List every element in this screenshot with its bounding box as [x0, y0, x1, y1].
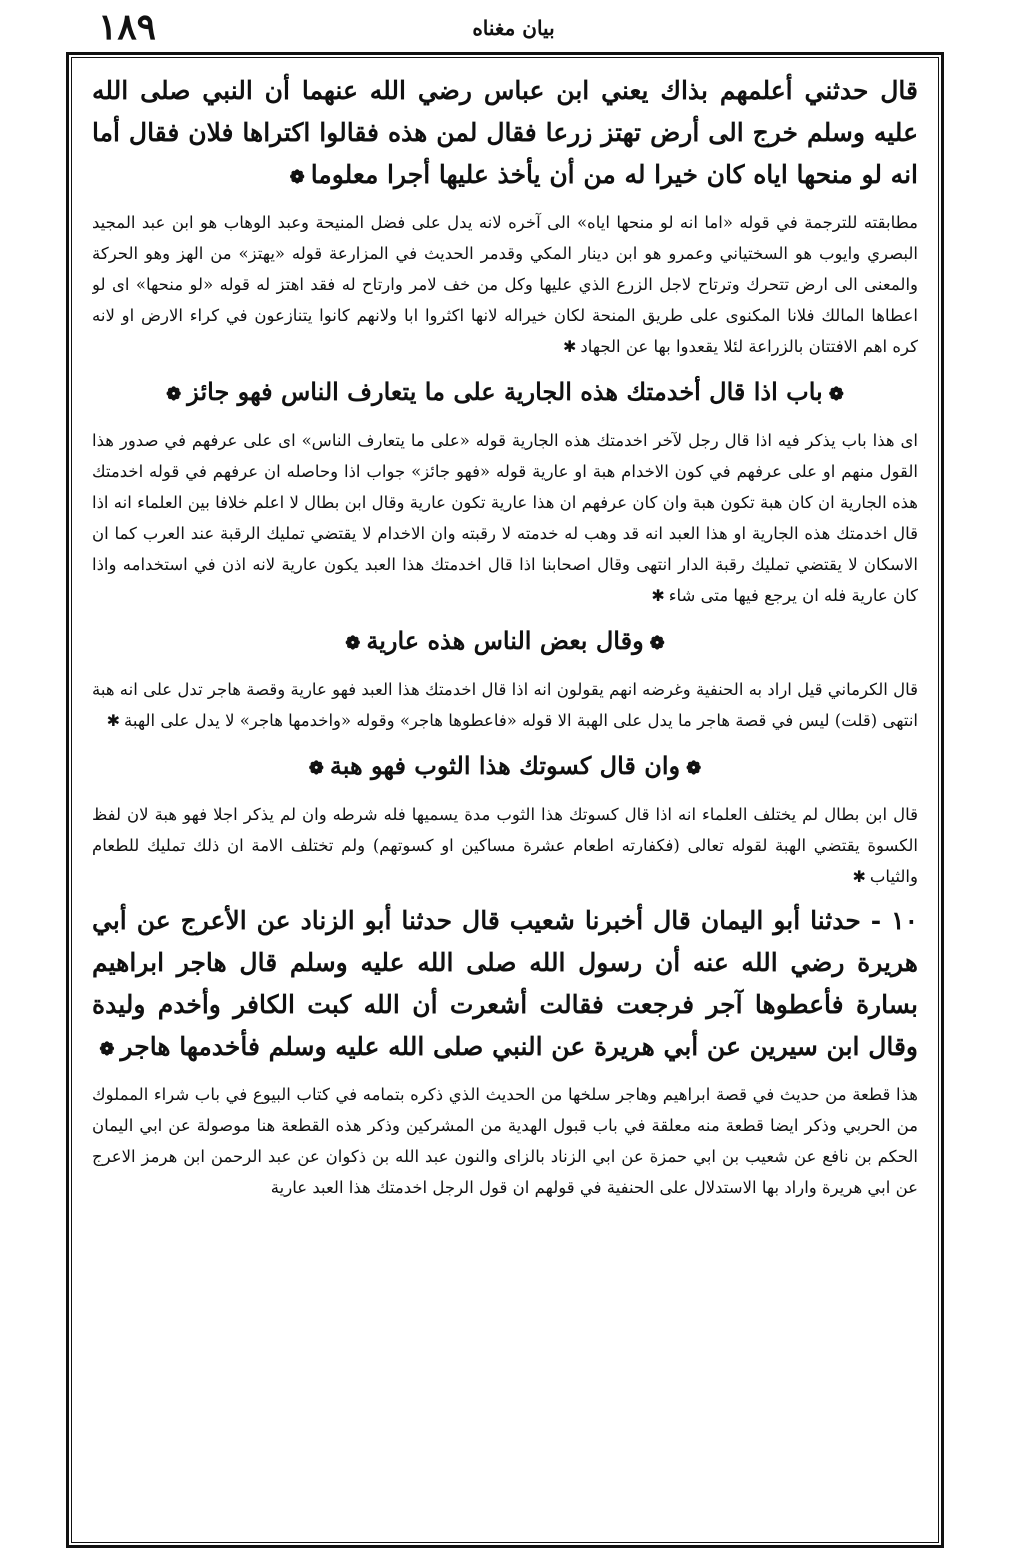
asterisk-separator-icon: ✱: [651, 586, 665, 605]
section-heading: [92, 744, 918, 791]
asterisk-separator-icon: ✱: [106, 711, 121, 730]
commentary-paragraph: [92, 799, 918, 892]
page-body: [92, 70, 918, 1525]
chapter-heading-text: باب اذا قال أخدمتك هذه الجارية على ما يتعارف الناس فهو جائز: [187, 377, 823, 406]
asterisk-separator-icon: ✱: [562, 337, 577, 356]
hadith-text: [92, 900, 918, 1071]
commentary-text: هذا قطعة من حديث في قصة ابراهيم وهاجر سلخها من الحديث الذي ذكره بتمامه في كتاب البيوع في باب شراء المملوك من الحربي وذكر ايضا قطعة منه معلقة في باب قبول الهدية من المشركين وذكر هذه القطعة هنا موصولة عن ابي اليمان الحكم بن نافع عن شعيب بن ابي حمزة عن ابي الزناد بالزاى والنون عبد الله بن ذكوان عن عبد الرحمن ابن هرمز الاعرج عن ابي هريرة واراد بها الاستدلال على الحنفية في قولهم ان قول الرجل اخدمتك هذا العبد عارية: [92, 1085, 918, 1197]
commentary-paragraph: [92, 674, 918, 736]
commentary-text: قال الكرماني قيل اراد به الحنفية وغرضه انهم يقولون انه اذا قال اخدمتك هذا العبد فهو عارية وقصة هاجر تدل على انه هبة انتهى (قلت) ليس في قصة هاجر ما يدل على الهبة الا قوله «فاعطوها هاجر» وقوله «واخدمها هاجر» لا يدل على الهبة: [92, 680, 918, 730]
ornament-right-icon: ❁: [345, 633, 361, 654]
chapter-heading: [92, 370, 918, 417]
hadith-text: [92, 70, 918, 199]
commentary-paragraph: [92, 425, 918, 611]
section-heading-text: وان قال كسوتك هذا الثوب فهو هبة: [329, 751, 681, 780]
page-header: [0, 4, 1027, 48]
commentary-text: مطابقته للترجمة في قوله «اما انه لو منحها اياه» الى آخره لانه يدل على فضل المنيحة وعبد الوهاب هو ابن عبد المجيد البصري وايوب هو السختياني وعمرو هو ابن دينار المكي وقدمر الحديث في المزارعة قوله «يهتز» من الهز وهو الحركة والمعنى الى ارض تتحرك وترتاح لاجل الزرع الذي عليها وكل من خف لامر وارتاح له فقد اهتز له قوله «لو منحها» اى لو اعطاها المالك فلانا المكنوى على طريق المنحة لكان خيراله لانها اكثروا ابا ولانهم كانوا يتنازعون في كراء الارض او لانه كره اهم الافتتان بالزراعة لئلا يقعدوا بها عن الجهاد: [92, 213, 918, 356]
section-heading-text: وقال بعض الناس هذه عارية: [366, 626, 644, 655]
ornament-right-icon: ❁: [166, 384, 182, 405]
end-ornament-icon: ❁: [289, 167, 305, 188]
commentary-text: قال ابن بطال لم يختلف العلماء انه اذا قال كسوتك هذا الثوب مدة يسميها فله شرطه وان لم يذكر اجلا فهو هبة لان لفظ الكسوة يقتضي الهبة لقوله تعالى (فكفارته اطعام عشرة مساكين او كسوتهم) ولم تختلف الامة ان ذلك تمليك للطعام والثياب: [92, 805, 918, 886]
section-heading: [92, 619, 918, 666]
hadith-text-body: ١٠ - حدثنا أبو اليمان قال أخبرنا شعيب قال حدثنا أبو الزناد عن الأعرج عن أبي هريرة رضي الله عنه أن رسول الله صلى الله عليه وسلم قال هاجر ابراهيم بسارة فأعطوها آجر فرجعت فقالت أشعرت أن الله كبت الكافر وأخدم وليدة وقال ابن سيرين عن أبي هريرة عن النبي صلى الله عليه وسلم فأخدمها هاجر: [92, 906, 918, 1061]
ornament-left-icon: ❁: [828, 384, 844, 405]
end-ornament-icon: ❁: [99, 1039, 115, 1060]
commentary-text: اى هذا باب يذكر فيه اذا قال رجل لآخر اخدمتك هذه الجارية قوله «على ما يتعارف الناس» اى على عرفهم في صدور هذا القول منهم او على عرفهم في كون الاخدام هبة او عارية قوله «فهو جائز» جواب اذا وحاصله ان عرفهم في قوله اخدمتك هذه الجارية ان كان هبة تكون هبة وان كان عرفهم ان هذا عارية تكون عارية وقال ابن بطال لا اعلم خلافا بين العلماء انه اذا قال اخدمتك هذه الجارية او هذا العبد انه قد وهب له خدمته لا رقبته وان الاخدام لا يقتضي تمليك الرقبة عند العرب كما ان الاسكان لا يقتضي تمليك رقبة الدار انتهى وقال اصحابنا اذا قال اخدمتك هذا العبد يكون عارية لانه اذن في استخدامه واذا كان عارية فله ان يرجع فيها متى شاء: [92, 431, 918, 605]
ornament-right-icon: ❁: [308, 758, 324, 779]
running-title: بيان مغناه: [472, 16, 555, 40]
commentary-paragraph: [92, 207, 918, 362]
hadith-text-body: قال حدثني أعلمهم بذاك يعني ابن عباس رضي الله عنهما أن النبي صلى الله عليه وسلم خرج الى أرض تهتز زرعا فقال لمن هذه فقالوا اكتراها فلان فقال أما انه لو منحها اياه كان خيرا له من أن يأخذ عليها أجرا معلوما: [92, 76, 918, 189]
page-number: ١٨٩: [98, 6, 157, 48]
commentary-paragraph: [92, 1079, 918, 1203]
ornament-left-icon: ❁: [649, 633, 665, 654]
ornament-left-icon: ❁: [686, 758, 702, 779]
asterisk-separator-icon: ✱: [852, 867, 866, 886]
